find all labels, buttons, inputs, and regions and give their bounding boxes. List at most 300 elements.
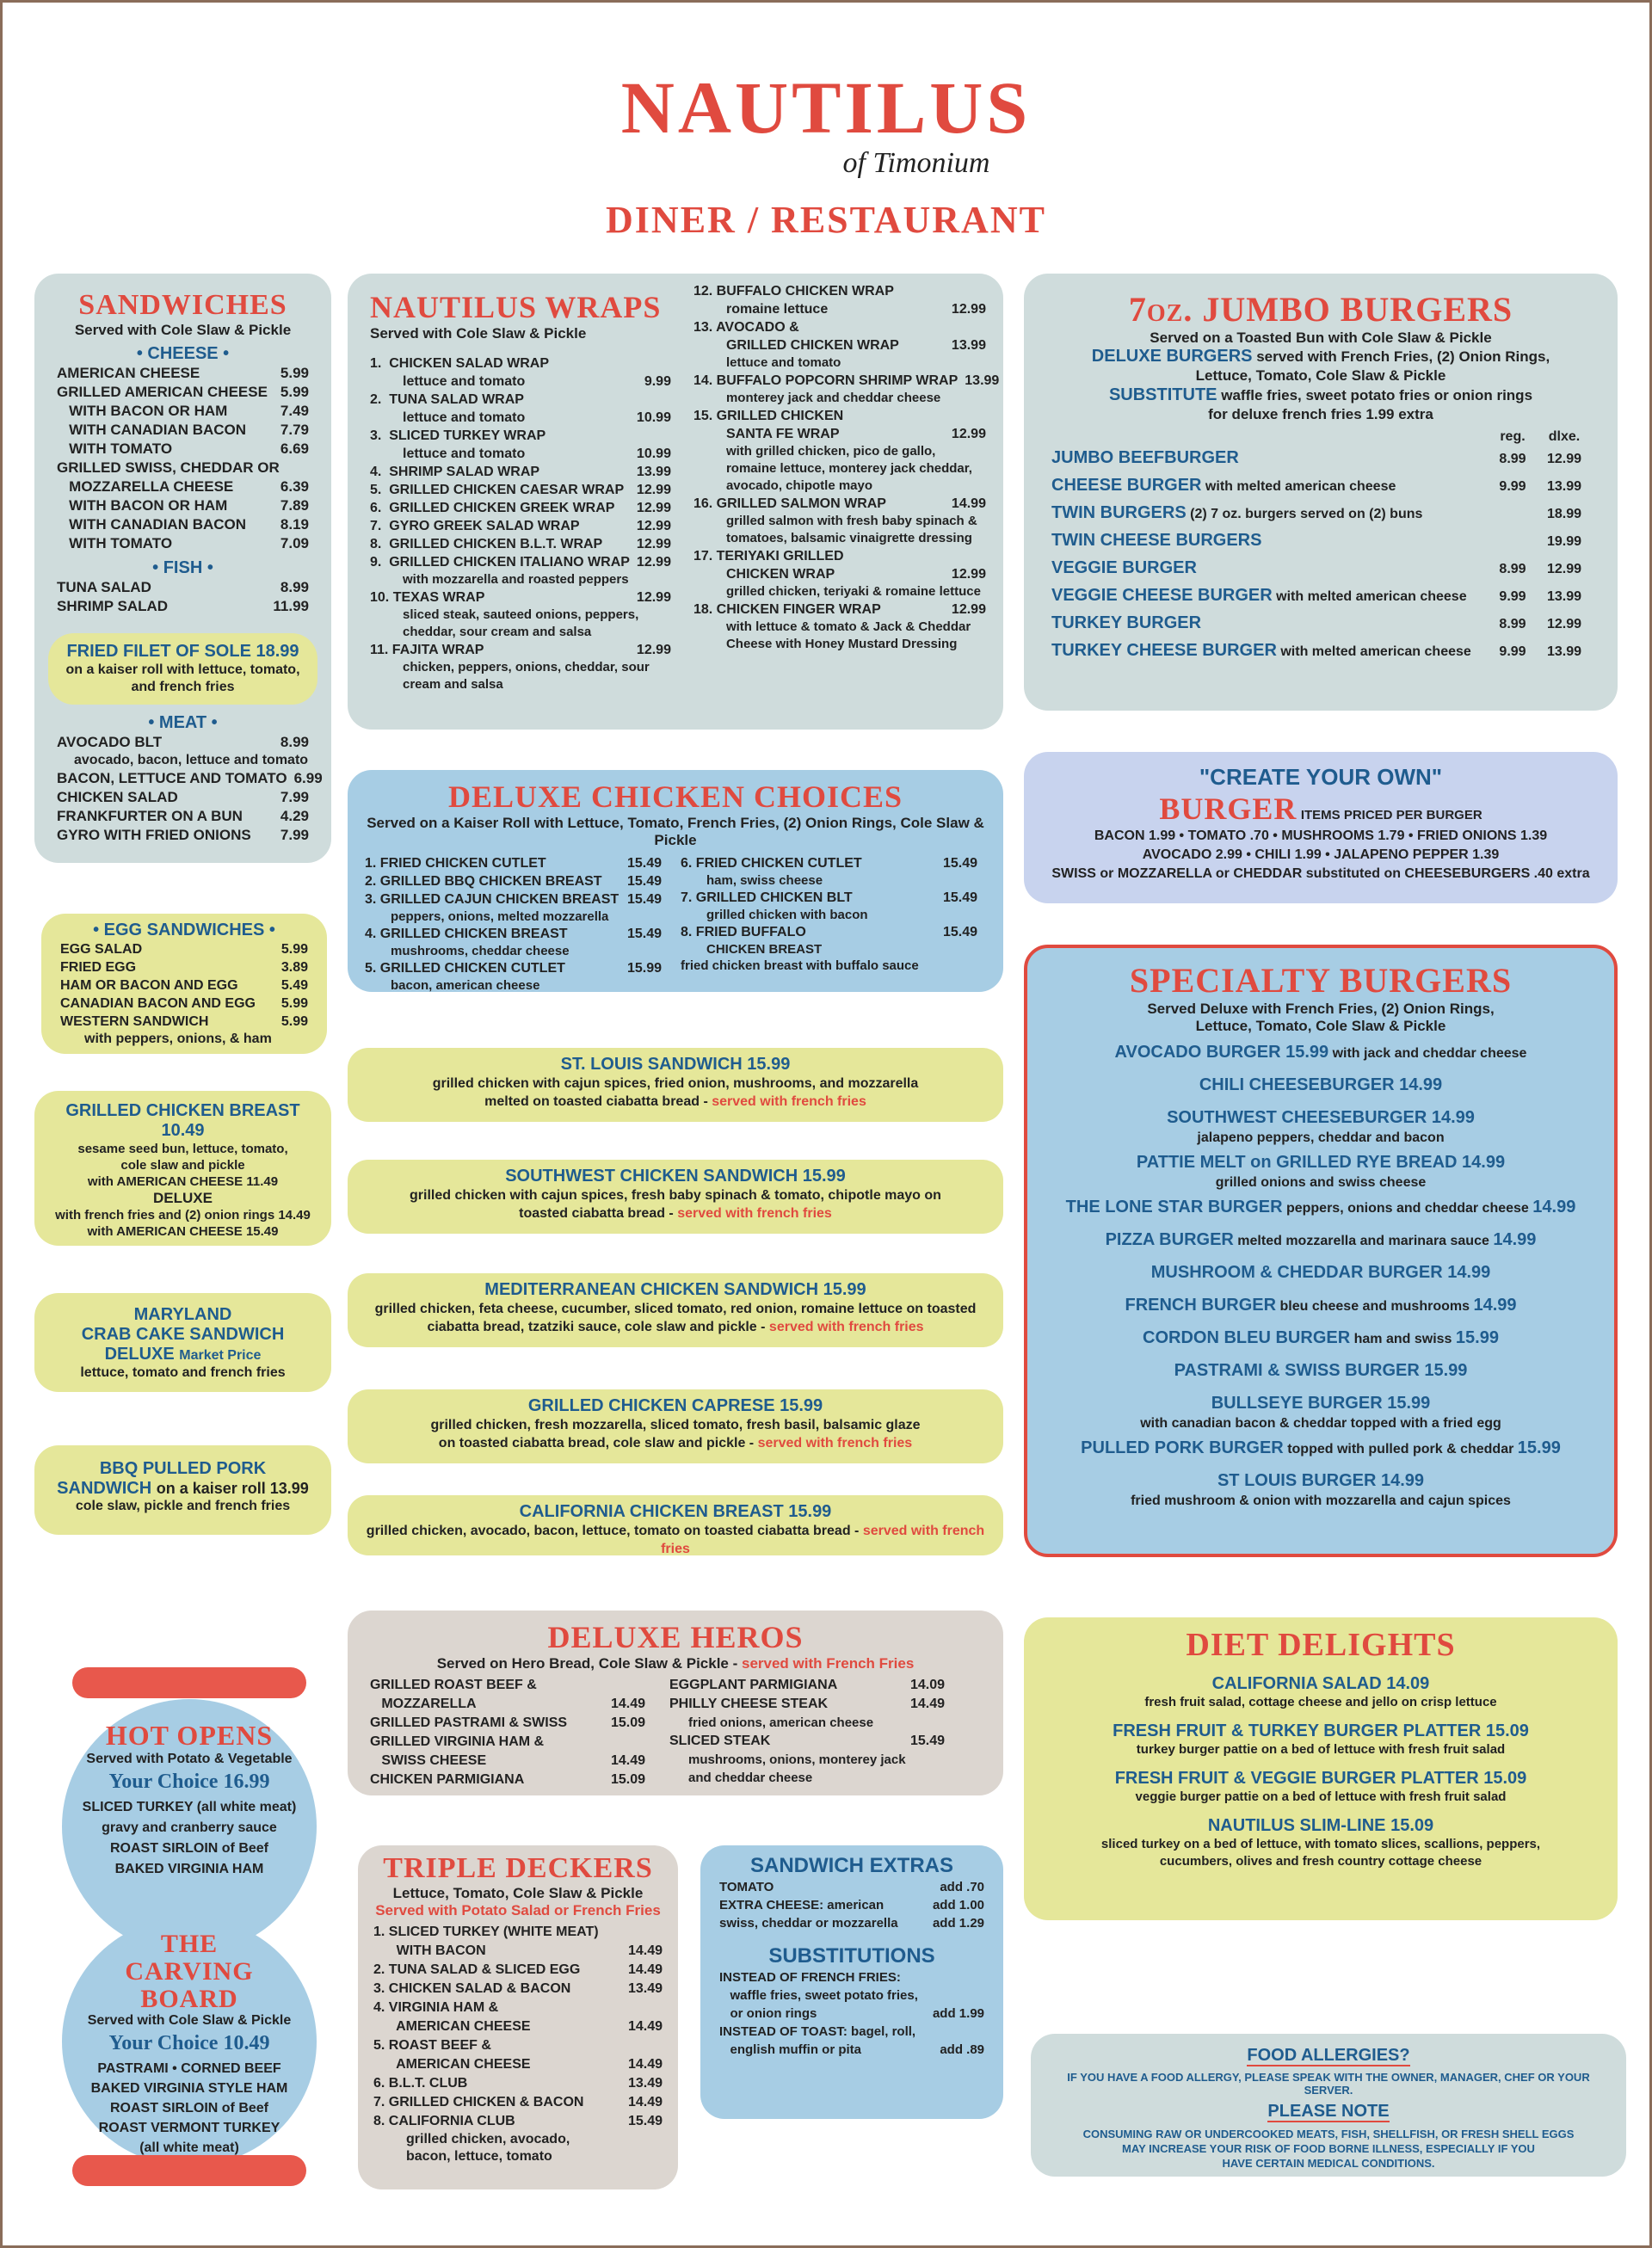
club-desc: grilled chicken, avocado, bacon, lettuce, tomato: [406, 2132, 570, 2164]
special-sandwich-card: [348, 1048, 1003, 1122]
egg-item-price: 5.49: [280, 978, 308, 993]
jumbo-item-text: [1051, 637, 1487, 665]
jumbo-item-reg: 9.99: [1499, 479, 1526, 494]
substitution-item: [719, 2023, 984, 2041]
triple-subtitle: Lettuce, Tomato, Cole Slaw & Pickle: [392, 1885, 644, 1901]
wrap-item: [370, 354, 671, 373]
grilled-breast-lines: [43, 1141, 323, 1190]
cheese-item-price: 5.99: [280, 365, 309, 381]
specialty-item-name: PASTRAMI & SWISS BURGER 15.99: [1174, 1361, 1468, 1380]
note-title: PLEASE NOTE: [1267, 2102, 1390, 2121]
special-line2-text: toasted ciabatta bread -: [519, 1206, 678, 1221]
wrap-item-desc: monterey jack and cheddar cheese: [725, 391, 941, 405]
meat-item-name: BACON, LETTUCE AND TOMATO: [57, 770, 287, 786]
extra-item: [719, 1914, 984, 1932]
chicken-item-price: 15.49: [942, 890, 977, 905]
wraps-left-col: [370, 289, 671, 693]
special-title: CALIFORNIA CHICKEN BREAST 15.99: [519, 1502, 832, 1521]
diet-item-desc: fresh fruit salad, cottage cheese and jello on crisp lettuce: [1144, 1695, 1497, 1709]
special-line2-text: ciabatta bread, tzatziki sauce, cole slaw and pickle -: [427, 1320, 769, 1334]
special-sandwich-card: [348, 1160, 1003, 1234]
cheese-item-price: 7.09: [280, 535, 309, 551]
triple-item: [373, 2017, 663, 2036]
wrap-item: [693, 600, 986, 619]
egg-item: [60, 1013, 308, 1031]
specialty-item: [1045, 1295, 1597, 1317]
chicken-item-price: 15.49: [626, 892, 662, 907]
wrap-item-desc: grilled chicken, teriyaki & romaine lettuce: [725, 584, 981, 599]
carving-line: ROAST SIRLOIN of Beef: [109, 2101, 268, 2116]
cheese-item: [57, 515, 309, 534]
triple-item: [373, 2055, 663, 2074]
specialty-item-line: [1045, 1262, 1597, 1284]
chicken-item-price: 15.99: [626, 961, 662, 976]
fish-heading: • FISH •: [152, 558, 213, 577]
cheese-item: [57, 402, 309, 421]
cheese-item-name: GRILLED SWISS, CHEDDAR OR: [57, 459, 280, 476]
wrap-item-price: 12.99: [636, 643, 671, 657]
hot-opens-line: BAKED VIRGINIA HAM: [114, 1862, 264, 1876]
specialty-item-line: [1045, 1042, 1597, 1064]
bbq-line2a: SANDWICH: [57, 1479, 152, 1498]
diet-list: [1041, 1674, 1600, 1870]
chicken-item: [681, 889, 977, 907]
wrap-item-name: 4. SHRIMP SALAD WRAP: [370, 465, 540, 479]
specialty-item-name: BULLSEYE BURGER 15.99: [1211, 1394, 1431, 1413]
heros-left: [370, 1676, 645, 1789]
top-ribbon: [72, 1667, 306, 1698]
jumbo-item-name: JUMBO BEEFBURGER: [1051, 448, 1239, 467]
jumbo-item-reg: 9.99: [1499, 589, 1526, 604]
wrap-item-name: 8. GRILLED CHICKEN B.L.T. WRAP: [370, 537, 603, 551]
chicken-item: [681, 923, 977, 941]
jumbo-deluxe-text: served with French Fries, (2) Onion Rings,: [1252, 348, 1550, 365]
wraps-left-list: [370, 354, 671, 693]
jumbo-item-dlx: 19.99: [1546, 534, 1582, 549]
jumbo-item-text: [1051, 445, 1487, 472]
wrap-item-desc: chicken, peppers, onions, cheddar, sour cream and salsa: [403, 660, 650, 692]
deluxe-chicken-panel: [348, 770, 1003, 992]
jumbo-item-reg: 9.99: [1499, 644, 1526, 659]
carving-line: ROAST VERMONT TURKEY: [98, 2121, 280, 2135]
chicken-item-name: 6. FRIED CHICKEN CUTLET: [681, 856, 862, 871]
wrap-item-price: 10.99: [636, 410, 671, 425]
egg-item: [60, 940, 308, 958]
extra-item-price: add 1.29: [932, 1916, 984, 1931]
create-l2: AVOCADO 2.99 • CHILI 1.99 • JALAPENO PEPPER 1.39: [1142, 847, 1500, 862]
jumbo-item-note: (2) 7 oz. burgers served on (2) buns: [1186, 507, 1423, 521]
wrap-item-desc-row: [370, 409, 671, 427]
fish-item: [57, 578, 309, 597]
wrap-item: [370, 463, 671, 481]
crab-line1: MARYLAND: [133, 1305, 232, 1324]
deluxe-chicken-right: [681, 854, 977, 994]
meat-item-price: 4.29: [280, 808, 309, 824]
hot-opens-line: SLICED TURKEY (all white meat): [82, 1800, 297, 1814]
meat-item: [57, 807, 309, 826]
chicken-item-desc: fried chicken breast with buffalo sauce: [681, 958, 919, 973]
brand-title: NAUTILUS: [620, 66, 1032, 149]
specialty-item-line: [1045, 1470, 1597, 1493]
hot-opens-circle: [62, 1699, 317, 1954]
cheese-item-price: 7.89: [280, 497, 309, 514]
wrap-item: [370, 481, 671, 499]
meat-item-name: FRANKFURTER ON A BUN: [57, 808, 243, 824]
wrap-item-desc-row: [693, 300, 986, 318]
wrap-item: [370, 427, 671, 445]
jumbo-item-name: VEGGIE BURGER: [1051, 558, 1197, 577]
jumbo-item-text: [1051, 555, 1487, 582]
diet-item-name: FRESH FRUIT & TURKEY BURGER PLATTER 15.09: [1113, 1721, 1529, 1740]
diet-title: DIET DELIGHTS: [1186, 1627, 1456, 1663]
wrap-item-name: 15. GRILLED CHICKEN: [693, 409, 844, 423]
heros-right: [669, 1676, 945, 1789]
hot-opens-line: ROAST SIRLOIN of Beef: [109, 1841, 268, 1856]
triple-item: [373, 1942, 663, 1961]
extra-item-price: add 1.00: [932, 1898, 984, 1912]
grilled-breast-line: with AMERICAN CHEESE 11.49: [87, 1174, 279, 1189]
specialty-item-price: 14.99: [1532, 1198, 1576, 1216]
egg-item: [60, 995, 308, 1013]
wrap-item-name: 18. CHICKEN FINGER WRAP: [693, 602, 881, 617]
chicken-item-name: 7. GRILLED CHICKEN BLT: [681, 890, 853, 905]
triple-item-name: 7. GRILLED CHICKEN & BACON: [373, 2095, 584, 2109]
specialty-item: [1045, 1152, 1597, 1192]
specialty-item-line: [1045, 1197, 1597, 1219]
cheese-item-price: 5.99: [280, 384, 309, 400]
specialty-item: [1045, 1229, 1597, 1252]
specialty-list: [1045, 1042, 1597, 1510]
special-line1: grilled chicken with cajun spices, fresh baby spinach & tomato, chipotle mayo on: [410, 1188, 941, 1203]
chicken-item: [365, 890, 662, 908]
special-line2: [360, 1204, 991, 1223]
hero-item: [669, 1695, 945, 1714]
specialty-item-name: PULLED PORK BURGER: [1081, 1438, 1284, 1457]
cheese-item-price: 6.69: [280, 440, 309, 457]
hero-item-name: GRILLED ROAST BEEF &: [370, 1678, 537, 1692]
triple-item-price: 14.49: [627, 2095, 663, 2109]
wrap-item-price: 12.99: [636, 483, 671, 497]
crab-deluxe: DELUXE: [104, 1345, 175, 1364]
wrap-item-name: 5. GRILLED CHICKEN CAESAR WRAP: [370, 483, 625, 497]
extra-item-name: swiss, cheddar or mozzarella: [719, 1916, 898, 1931]
grilled-breast-line: cole slaw and pickle: [120, 1158, 245, 1173]
specialty-item: [1045, 1075, 1597, 1097]
chicken-item-price: 15.49: [626, 856, 662, 871]
jumbo-item: [1051, 610, 1590, 637]
hero-item-price: 15.49: [909, 1734, 945, 1748]
wrap-item-name: 9. GRILLED CHICKEN ITALIANO WRAP: [370, 555, 630, 570]
special-line2: [360, 1522, 991, 1558]
hero-item-price: 15.09: [610, 1715, 645, 1730]
chicken-item-desc: peppers, onions, melted mozzarella: [391, 909, 609, 924]
chicken-item: [365, 854, 662, 872]
triple-item: [373, 2093, 663, 2112]
special-line1: grilled chicken, feta cheese, cucumber, sliced tomato, red onion, romaine lettuce on toasted: [374, 1302, 977, 1316]
triple-item: [373, 1923, 663, 1942]
jumbo-substitute-text: waffle fries, sweet potato fries or onion rings: [1217, 387, 1533, 403]
specialty-item-name: FRENCH BURGER: [1125, 1296, 1277, 1315]
substitution-item-name: english muffin or pita: [719, 2042, 861, 2057]
carving-subtitle: Served with Cole Slaw & Pickle: [87, 2013, 292, 2028]
diet-item-desc: sliced turkey on a bed of lettuce, with tomato slices, scallions, peppers, cucumbers, olives and fresh country cottage cheese: [1100, 1837, 1541, 1869]
jumbo-subtitle: Served on a Toasted Bun with Cole Slaw & Pickle: [1150, 330, 1492, 346]
crab-line2: CRAB CAKE SANDWICH: [81, 1325, 285, 1344]
substitution-item: [719, 1968, 984, 1986]
wrap-item-desc-row: [693, 425, 986, 443]
triple-item: [373, 1980, 663, 1999]
jumbo-item-dlx: 12.99: [1546, 617, 1582, 631]
note-line1: CONSUMING RAW OR UNDERCOOKED MEATS, FISH, SHELLFISH, OR FRESH SHELL EGGS: [1082, 2128, 1575, 2140]
wrap-item-name: 16. GRILLED SALMON WRAP: [693, 496, 886, 511]
chicken-item-price: 15.49: [942, 925, 977, 939]
jumbo-item-dlx: 12.99: [1546, 562, 1582, 576]
cheese-item-name: WITH TOMATO: [57, 440, 173, 457]
wrap-item-desc: romaine lettuce: [725, 302, 829, 317]
hot-opens-subtitle: Served with Potato & Vegetable: [86, 1752, 293, 1766]
special-fries-note: served with french fries: [712, 1094, 866, 1109]
diet-item-name: CALIFORNIA SALAD 14.09: [1211, 1674, 1430, 1693]
wrap-item-price: 12.99: [951, 602, 986, 617]
sandwiches-panel: [34, 274, 331, 863]
triple-item-price: 14.49: [627, 1943, 663, 1958]
hot-opens-line: gravy and cranberry sauce: [102, 1820, 277, 1835]
special-line1: grilled chicken, fresh mozzarella, sliced tomato, fresh basil, balsamic glaze: [430, 1418, 921, 1432]
chicken-item-name: 2. GRILLED BBQ CHICKEN BREAST: [365, 874, 602, 889]
wrap-item-price: 10.99: [636, 447, 671, 461]
specialty-item-name: PATTIE MELT on GRILLED RYE BREAD 14.99: [1136, 1153, 1506, 1172]
jumbo-item-name: CHEESE BURGER: [1051, 476, 1202, 495]
special-line2: [360, 1318, 991, 1336]
specialty-item-inline: with jack and cheddar cheese: [1328, 1046, 1527, 1061]
wrap-item-name: 6. GRILLED CHICKEN GREEK WRAP: [370, 501, 615, 515]
specialty-item-line: [1045, 1327, 1597, 1350]
diet-item-name: NAUTILUS SLIM-LINE 15.09: [1207, 1816, 1434, 1835]
jumbo-item-text: [1051, 500, 1487, 527]
wrap-item-desc: lettuce and tomato: [725, 355, 841, 370]
specialty-item-inline: bleu cheese and mushrooms: [1276, 1299, 1474, 1314]
bbq-line2b: on a kaiser roll 13.99: [156, 1480, 309, 1497]
specialty-item-name: SOUTHWEST CHEESEBURGER 14.99: [1167, 1108, 1475, 1127]
special-sandwich-card: [348, 1495, 1003, 1555]
specialty-item: [1045, 1262, 1597, 1284]
cheese-item-name: WITH BACON OR HAM: [57, 497, 228, 514]
fish-item-price: 11.99: [273, 598, 309, 614]
egg-item: [60, 976, 308, 995]
chicken-item-desc: grilled chicken with bacon: [706, 908, 868, 922]
wrap-item-price: 12.99: [636, 590, 671, 605]
substitution-item-name: waffle fries, sweet potato fries,: [719, 1988, 918, 2003]
carving-line: (all white meat): [139, 2140, 239, 2155]
carving-line: BAKED VIRGINIA STYLE HAM: [90, 2081, 288, 2096]
cheese-item-name: WITH CANADIAN BACON: [57, 516, 247, 533]
note-line2: MAY INCREASE YOUR RISK OF FOOD BORNE ILLNESS, ESPECIALLY IF YOU: [1122, 2142, 1535, 2155]
jumbo-item-name: TURKEY BURGER: [1051, 613, 1202, 632]
meat-item: [57, 733, 309, 752]
hero-item: [370, 1714, 645, 1733]
carving-choice: Your Choice 10.49: [108, 2032, 270, 2054]
cheese-item-name: WITH TOMATO: [57, 535, 173, 551]
wrap-item: [370, 535, 671, 553]
jumbo-item: [1051, 555, 1590, 582]
extra-item: [719, 1878, 984, 1896]
wrap-item-price: 14.99: [951, 496, 986, 511]
chicken-item: [365, 959, 662, 977]
note-line3: HAVE CERTAIN MEDICAL CONDITIONS.: [1222, 2157, 1435, 2170]
fish-list: [57, 578, 309, 616]
triple-item: [373, 1999, 663, 2017]
meat-item-price: 8.99: [280, 734, 309, 750]
triple-title: TRIPLE DECKERS: [383, 1852, 653, 1884]
wrap-item-name: 1. CHICKEN SALAD WRAP: [370, 356, 550, 371]
create-priced: ITEMS PRICED PER BURGER: [1300, 808, 1482, 822]
wrap-item-price: 12.99: [951, 567, 986, 582]
wrap-item: [693, 372, 1000, 390]
jumbo-item: [1051, 527, 1590, 555]
jumbo-item-text: [1051, 527, 1487, 555]
crab-panel: [34, 1293, 331, 1392]
wrap-item-price: 12.99: [951, 302, 986, 317]
meat-item-name: GYRO WITH FRIED ONIONS: [57, 827, 251, 843]
specialty-item-name: ST LOUIS BURGER 14.99: [1217, 1471, 1425, 1490]
triple-item-name: 1. SLICED TURKEY (WHITE MEAT): [373, 1925, 599, 1939]
jumbo-item-reg: 8.99: [1499, 617, 1526, 631]
wrap-item-price: 12.99: [636, 519, 671, 533]
hero-item-name: MOZZARELLA: [370, 1697, 477, 1711]
grilled-breast-line: sesame seed bun, lettuce, tomato,: [77, 1142, 288, 1156]
special-line2: [360, 1093, 991, 1111]
specialty-item-line: [1045, 1393, 1597, 1415]
meat-list: [57, 733, 323, 845]
egg-item-name: CANADIAN BACON AND EGG: [60, 996, 256, 1011]
special-line2-text: grilled chicken, avocado, bacon, lettuce, tomato on toasted ciabatta bread -: [366, 1524, 863, 1538]
create-l3: SWISS or MOZZARELLA or CHEDDAR substituted on CHEESEBURGERS .40 extra: [1051, 866, 1590, 881]
wrap-item: [693, 547, 986, 565]
hero-item-name: GRILLED PASTRAMI & SWISS: [370, 1715, 568, 1730]
wrap-item: [370, 499, 671, 517]
diet-item: [1041, 1769, 1600, 1806]
wrap-item: [370, 641, 671, 659]
extras-title: SANDWICH EXTRAS: [749, 1854, 953, 1877]
hero-item-desc: fried onions, american cheese: [688, 1715, 874, 1730]
substitutions-list: [719, 1968, 984, 2059]
specialty-item-name: CHILI CHEESEBURGER 14.99: [1199, 1075, 1443, 1094]
hero-item-price: 14.49: [610, 1697, 645, 1711]
cheese-item-price: 7.79: [280, 422, 309, 438]
wrap-item-desc-row: [693, 565, 986, 583]
special-fries-note: served with french fries: [677, 1206, 832, 1221]
allergy-title: FOOD ALLERGIES?: [1247, 2046, 1410, 2065]
heros-title: DELUXE HEROS: [547, 1620, 804, 1654]
chicken-item-price: 15.49: [626, 927, 662, 941]
bbq-line1: BBQ PULLED PORK: [99, 1459, 267, 1478]
specialty-item-name: AVOCADO BURGER 15.99: [1114, 1043, 1329, 1062]
diet-item-desc: veggie burger pattie on a bed of lettuce with fresh fruit salad: [1135, 1789, 1507, 1804]
specialty-item-name: PIZZA BURGER: [1105, 1230, 1234, 1249]
cheese-item: [57, 496, 309, 515]
fish-item-name: SHRIMP SALAD: [57, 598, 169, 614]
extra-item-price: add .70: [940, 1880, 984, 1894]
jumbo-item-name: TWIN BURGERS: [1051, 503, 1187, 522]
wrap-item-price: 13.99: [965, 373, 1000, 388]
extras-panel: [700, 1845, 1003, 2119]
wraps-title: NAUTILUS WRAPS: [370, 290, 662, 324]
sole-desc: on a kaiser roll with lettuce, tomato, and french fries: [65, 662, 300, 694]
jumbo-col-dlx: dlxe.: [1548, 429, 1581, 444]
chicken-item: [365, 925, 662, 943]
jumbo-title: 7oz. JUMBO BURGERS: [1128, 290, 1513, 329]
cheese-item-name: WITH CANADIAN BACON: [57, 422, 247, 438]
specialty-item: [1045, 1438, 1597, 1460]
grilled-breast-deluxe-lines: [43, 1207, 323, 1240]
specialty-item-line: [1045, 1075, 1597, 1097]
specialty-item: [1045, 1042, 1597, 1064]
specialty-item-inline: ham and swiss: [1350, 1332, 1456, 1346]
jumbo-item: [1051, 637, 1590, 665]
wrap-item: [370, 391, 671, 409]
chicken-item-name: 1. FRIED CHICKEN CUTLET: [365, 856, 546, 871]
crab-market: Market Price: [179, 1348, 262, 1363]
fish-item-name: TUNA SALAD: [57, 579, 151, 595]
wrap-item-desc: grilled salmon with fresh baby spinach & tomatoes, balsamic vinaigrette dressing: [725, 514, 977, 545]
special-sandwich-card: [348, 1273, 1003, 1347]
chicken-item: [681, 854, 977, 872]
triple-item-price: 14.49: [627, 2019, 663, 2034]
special-fries-note: served with french fries: [757, 1436, 913, 1450]
wrap-item-name: 11. FAJITA WRAP: [370, 643, 484, 657]
egg-heading: • EGG SANDWICHES •: [93, 921, 275, 939]
heros-panel: [348, 1611, 1003, 1795]
cheese-item: [57, 477, 309, 496]
create-line1: "CREATE YOUR OWN": [1199, 764, 1443, 790]
jumbo-item: [1051, 582, 1590, 610]
hero-item: [370, 1676, 645, 1695]
wrap-item-desc-row: [370, 373, 671, 391]
cheese-item-name: WITH BACON OR HAM: [57, 403, 228, 419]
diet-item: [1041, 1816, 1600, 1870]
triple-item-price: 15.49: [627, 2114, 663, 2128]
jumbo-item-reg: 8.99: [1499, 452, 1526, 466]
wrap-item-desc: lettuce and tomato: [403, 447, 526, 461]
wrap-item: [693, 282, 986, 300]
triple-item-price: 13.49: [627, 1981, 663, 1996]
specialty-item-desc: jalapeno peppers, cheddar and bacon: [1197, 1130, 1445, 1145]
jumbo-item-name: VEGGIE CHEESE BURGER: [1051, 586, 1273, 605]
jumbo-item-note: with melted american cheese: [1276, 644, 1471, 659]
egg-item-price: 5.99: [280, 996, 308, 1011]
chicken-item-name: 8. FRIED BUFFALO: [681, 925, 806, 939]
cheese-item: [57, 421, 309, 440]
egg-panel: [41, 914, 327, 1054]
specialty-item-line: [1045, 1295, 1597, 1317]
jumbo-col-reg: reg.: [1500, 429, 1526, 444]
jumbo-item-dlx: 13.99: [1546, 479, 1582, 494]
specialty-item-desc: grilled onions and swiss cheese: [1215, 1175, 1427, 1190]
cheese-heading: • CHEESE •: [136, 344, 230, 363]
wrap-item-name: 13. AVOCADO &: [693, 320, 799, 335]
jumbo-item: [1051, 472, 1590, 500]
jumbo-item-note: with melted american cheese: [1272, 589, 1467, 604]
wrap-item-name: 17. TERIYAKI GRILLED: [693, 549, 844, 564]
cheese-item: [57, 459, 309, 477]
wrap-item-name: 14. BUFFALO POPCORN SHRIMP WRAP: [693, 373, 959, 388]
wraps-panel: [348, 274, 1003, 730]
jumbo-substitute-label: SUBSTITUTE: [1108, 385, 1217, 404]
extras-list: [719, 1878, 984, 1932]
chicken-item-name: 3. GRILLED CAJUN CHICKEN BREAST: [365, 892, 620, 907]
wrap-item-name: 7. GYRO GREEK SALAD WRAP: [370, 519, 580, 533]
wrap-item-desc: with grilled chicken, pico de gallo, romaine lettuce, monterey jack cheddar, avocado, chipotle mayo: [725, 444, 972, 493]
